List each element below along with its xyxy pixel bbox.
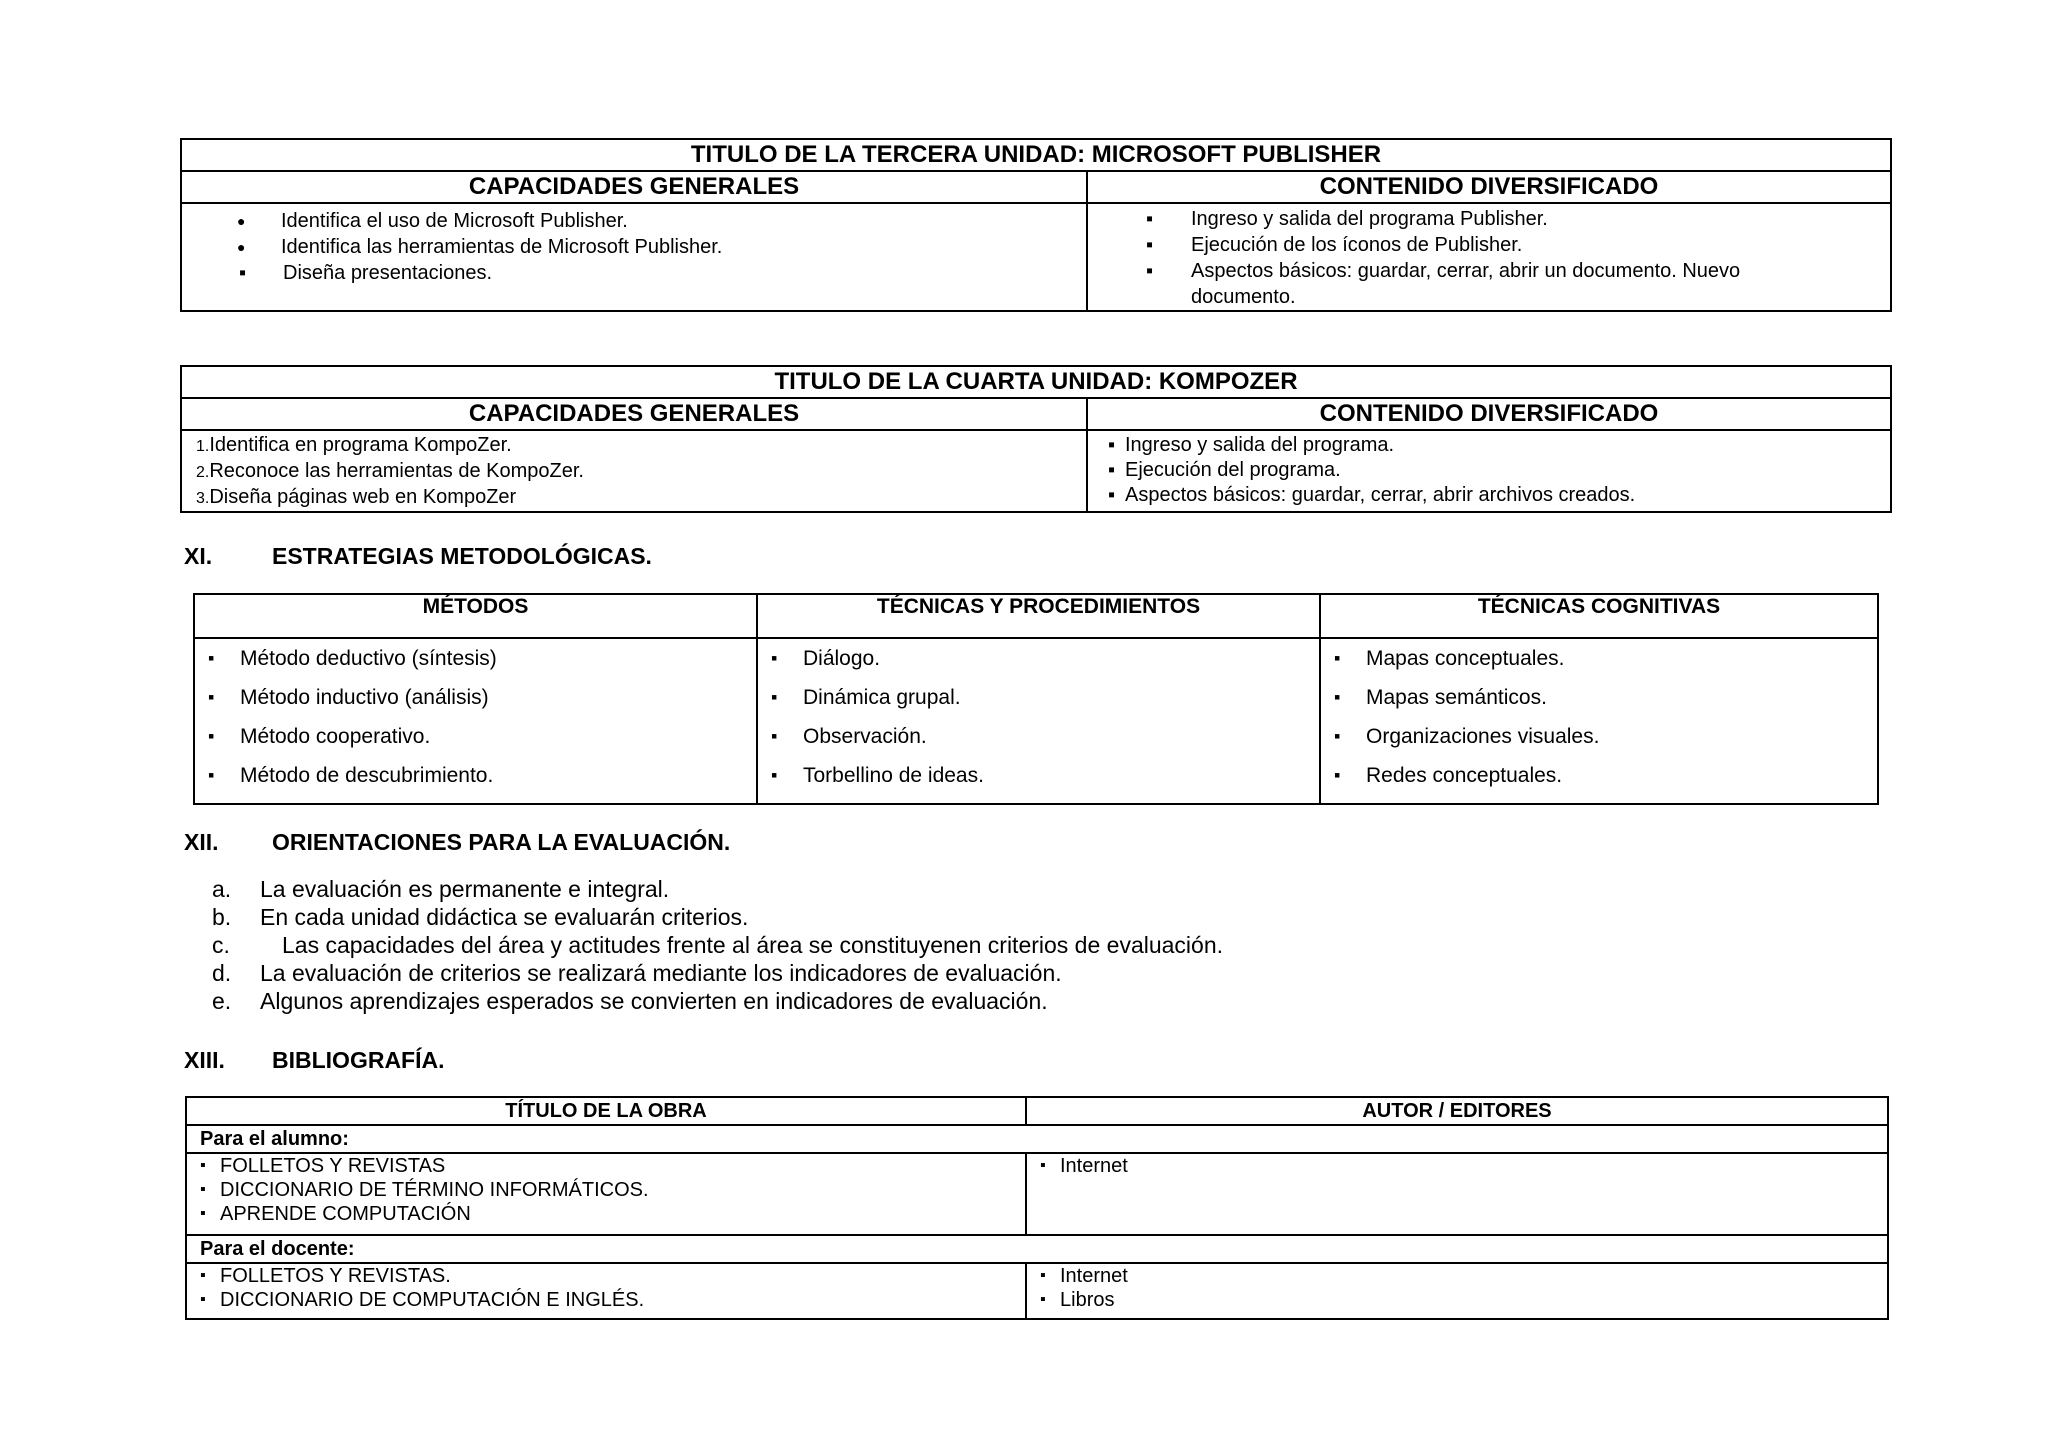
list-item: ▪ Diseña presentaciones.	[182, 260, 1086, 286]
section-heading-bibliography	[184, 1047, 884, 1077]
list-item: ▪ Internet	[1027, 1264, 1887, 1288]
list-item: ▪ APRENDE COMPUTACIÓN	[187, 1202, 1025, 1226]
author-header: AUTOR / EDITORES	[1026, 1097, 1888, 1125]
unit3-content-cell	[1087, 203, 1891, 311]
unit4-capacities-header: CAPACIDADES GENERALES	[181, 398, 1087, 430]
list-item: ▪ DICCIONARIO DE COMPUTACIÓN E INGLÉS.	[187, 1288, 1025, 1312]
list-item: ▪ Redes conceptuales.	[1321, 756, 1877, 795]
list-item: e. Algunos aprendizajes esperados se convierten en indicadores de evaluación.	[212, 988, 1048, 1014]
cognitive-header: TÉCNICAS COGNITIVAS	[1320, 594, 1878, 638]
list-item: b. En cada unidad didáctica se evaluarán criterios.	[212, 904, 749, 930]
section-title: ESTRATEGIAS METODOLÓGICAS.	[272, 543, 652, 569]
section-number: XIII.	[184, 1047, 225, 1073]
section-title: ORIENTACIONES PARA LA EVALUACIÓN.	[272, 829, 731, 855]
section-heading-strategies	[184, 543, 884, 573]
list-item: a. La evaluación es permanente e integral.	[212, 876, 670, 902]
list-item: ▪ Método de descubrimiento.	[195, 756, 756, 795]
list-item: ▪ FOLLETOS Y REVISTAS.	[187, 1264, 1025, 1288]
list-item: ● Identifica las herramientas de Microsoft Publisher.	[182, 234, 1086, 260]
teacher-works-cell	[186, 1263, 1026, 1319]
list-item: ▪ Dinámica grupal.	[758, 678, 1319, 717]
list-item: ▪ Aspectos básicos: guardar, cerrar, abrir un documento. Nuevo documento.	[1088, 258, 1890, 310]
list-item: ▪ Ingreso y salida del programa Publisher.	[1088, 206, 1890, 232]
methods-cell	[194, 638, 757, 804]
unit3-capacities-cell	[181, 203, 1087, 311]
unit3-title: TITULO DE LA TERCERA UNIDAD: MICROSOFT PUBLISHER	[181, 139, 1891, 171]
list-item: ▪ Método cooperativo.	[195, 717, 756, 756]
list-item: 1.Identifica en programa KompoZer.	[196, 434, 512, 456]
list-item: ▪ Método deductivo (síntesis)	[195, 639, 756, 678]
student-authors-cell	[1026, 1153, 1888, 1235]
list-item: ▪ Mapas conceptuales.	[1321, 639, 1877, 678]
list-item: ▪ Torbellino de ideas.	[758, 756, 1319, 795]
methods-header: MÉTODOS	[194, 594, 757, 638]
unit4-content-header: CONTENIDO DIVERSIFICADO	[1087, 398, 1891, 430]
section-title: BIBLIOGRAFÍA.	[272, 1047, 445, 1073]
strategies-table	[193, 593, 1879, 805]
unit3-capacities-header: CAPACIDADES GENERALES	[181, 171, 1087, 203]
bibliography-table	[185, 1096, 1889, 1320]
evaluation-list	[212, 875, 1412, 1020]
list-item: ▪ Ejecución de los íconos de Publisher.	[1088, 232, 1890, 258]
list-item: ▪ Libros	[1027, 1288, 1887, 1312]
list-item: ▪ Diálogo.	[758, 639, 1319, 678]
list-item: ▪ FOLLETOS Y REVISTAS	[187, 1154, 1025, 1178]
student-group-label: Para el alumno:	[186, 1125, 1888, 1153]
list-item: ▪ DICCIONARIO DE TÉRMINO INFORMÁTICOS.	[187, 1178, 1025, 1202]
techniques-cell	[757, 638, 1320, 804]
section-heading-evaluation	[184, 829, 1084, 859]
section-number: XI.	[184, 543, 213, 569]
list-item: ▪ Organizaciones visuales.	[1321, 717, 1877, 756]
list-item: ▪ Aspectos básicos: guardar, cerrar, abrir archivos creados.	[1088, 483, 1890, 508]
unit3-table	[180, 138, 1892, 312]
techniques-header: TÉCNICAS Y PROCEDIMIENTOS	[757, 594, 1320, 638]
section-number: XII.	[184, 829, 219, 855]
teacher-authors-cell	[1026, 1263, 1888, 1319]
list-item: c. Las capacidades del área y actitudes frente al área se constituyenen criterios de evaluación.	[212, 932, 1224, 958]
list-item: ● Identifica el uso de Microsoft Publisher.	[182, 208, 1086, 234]
list-item: ▪ Ejecución del programa.	[1088, 458, 1890, 483]
unit3-content-header: CONTENIDO DIVERSIFICADO	[1087, 171, 1891, 203]
list-item: d. La evaluación de criterios se realizará mediante los indicadores de evaluación.	[212, 960, 1062, 986]
list-item: 3.Diseña páginas web en KompoZer	[196, 486, 517, 508]
list-item: 2.Reconoce las herramientas de KompoZer.	[196, 460, 584, 482]
list-item: ▪ Mapas semánticos.	[1321, 678, 1877, 717]
unit4-content-cell	[1087, 430, 1891, 512]
list-item: ▪ Ingreso y salida del programa.	[1088, 433, 1890, 458]
teacher-group-label: Para el docente:	[186, 1235, 1888, 1263]
unit4-table	[180, 365, 1892, 513]
unit4-capacities-cell	[181, 430, 1087, 512]
cognitive-cell	[1320, 638, 1878, 804]
list-item: ▪ Método inductivo (análisis)	[195, 678, 756, 717]
list-item: ▪ Observación.	[758, 717, 1319, 756]
unit4-title: TITULO DE LA CUARTA UNIDAD: KOMPOZER	[181, 366, 1891, 398]
work-title-header: TÍTULO DE LA OBRA	[186, 1097, 1026, 1125]
student-works-cell	[186, 1153, 1026, 1235]
list-item: ▪ Internet	[1027, 1154, 1887, 1178]
